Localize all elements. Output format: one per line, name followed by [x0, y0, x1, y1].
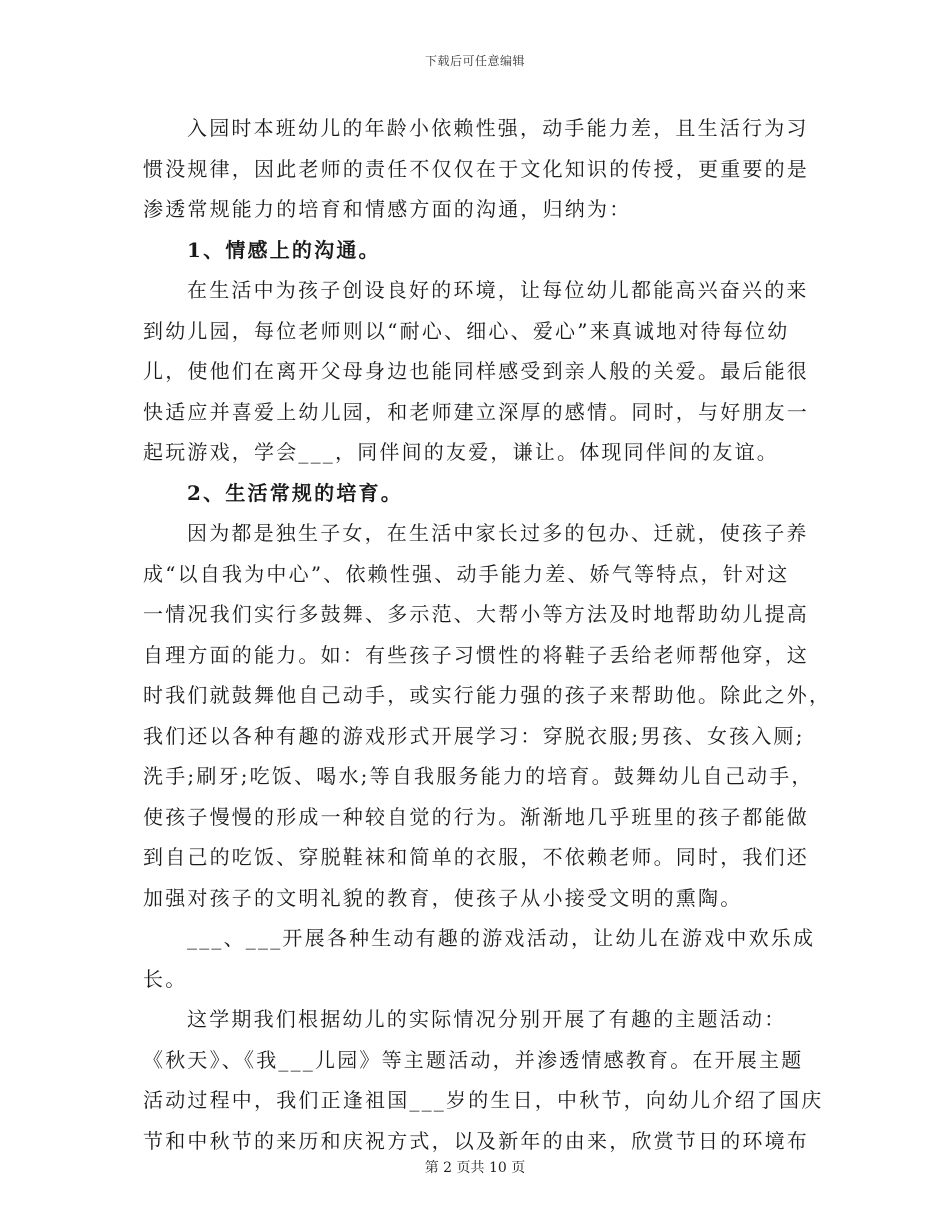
paragraph-line: 长。 [143, 966, 188, 991]
page-number-footer: 第 2 页共 10 页 [424, 1160, 526, 1176]
paragraph-line: 儿，使他们在离开父母身边也能同样感受到亲人般的关爱。最后能很 [143, 359, 809, 383]
paragraph-line: 这学期我们根据幼儿的实际情况分别开展了有趣的主题活动： [187, 1007, 787, 1031]
paragraph-line: 到自己的吃饭、穿脱鞋袜和简单的衣服，不依赖老师。同时，我们还 [143, 845, 809, 869]
paragraph-line: 入园时本班幼儿的年龄小依赖性强，动手能力差，且生活行为习 [187, 116, 809, 140]
paragraph-line: 渗透常规能力的培育和情感方面的沟通，归纳为： [143, 197, 632, 221]
paragraph-line: 快适应并喜爱上幼儿园，和老师建立深厚的感情。同时，与好朋友一 [143, 399, 809, 424]
paragraph-line: 《秋天》、《我___儿园》等主题活动，并渗透情感教育。在开展主题 [143, 1047, 804, 1072]
paragraph-line: 活动过程中，我们正逢祖国___岁的生日，中秋节，向幼儿介绍了国庆 [143, 1088, 824, 1112]
paragraph-line: 我们还以各种有趣的游戏形式开展学习：穿脱衣服;男孩、女孩入厕; [143, 723, 805, 748]
paragraph-line: 时我们就鼓舞他自己动手，或实行能力强的孩子来帮助他。除此之外， [143, 683, 832, 707]
section-heading: 2、生活常规的培育。 [187, 480, 403, 505]
paragraph-line: 惯没规律，因此老师的责任不仅仅在于文化知识的传授，更重要的是 [143, 156, 809, 181]
paragraph-line: 成“以自我为中心”、依赖性强、动手能力差、娇气等特点，针对这 [143, 561, 790, 586]
paragraph-line: 因为都是独生子女，在生活中家长过多的包办、迁就，使孩子养 [187, 521, 809, 545]
paragraph-line: 自理方面的能力。如：有些孩子习惯性的将鞋子丢给老师帮他穿，这 [143, 642, 809, 667]
paragraph-line: 在生活中为孩子创设良好的环境，让每位幼儿都能高兴奋兴的来 [187, 278, 809, 302]
paragraph-line: 起玩游戏，学会___，同伴间的友爱，谦让。体现同伴间的友谊。 [143, 440, 779, 464]
section-heading: 1、情感上的沟通。 [187, 237, 381, 262]
paragraph-line: 一情况我们实行多鼓舞、多示范、大帮小等方法及时地帮助幼儿提高 [143, 602, 809, 626]
paragraph-line: ___、___开展各种生动有趣的游戏活动，让幼儿在游戏中欢乐成 [187, 926, 816, 950]
paragraph-line: 加强对孩子的文明礼貌的教育，使孩子从小接受文明的熏陶。 [143, 885, 743, 910]
header-note: 下载后可任意编辑 [424, 54, 525, 68]
paragraph-line: 使孩子慢慢的形成一种较自觉的行为。渐渐地几乎班里的孩子都能做 [143, 804, 809, 829]
paragraph-line: 洗手;刷牙;吃饭、喝水;等自我服务能力的培育。鼓舞幼儿自己动手， [143, 764, 814, 788]
paragraph-line: 到幼儿园，每位老师则以“耐心、细心、爱心”来真诚地对待每位幼 [143, 318, 790, 343]
document-body [143, 108, 832, 1161]
paragraph-line: 节和中秋节的来历和庆祝方式，以及新年的由来，欣赏节日的环境布 [143, 1128, 809, 1153]
